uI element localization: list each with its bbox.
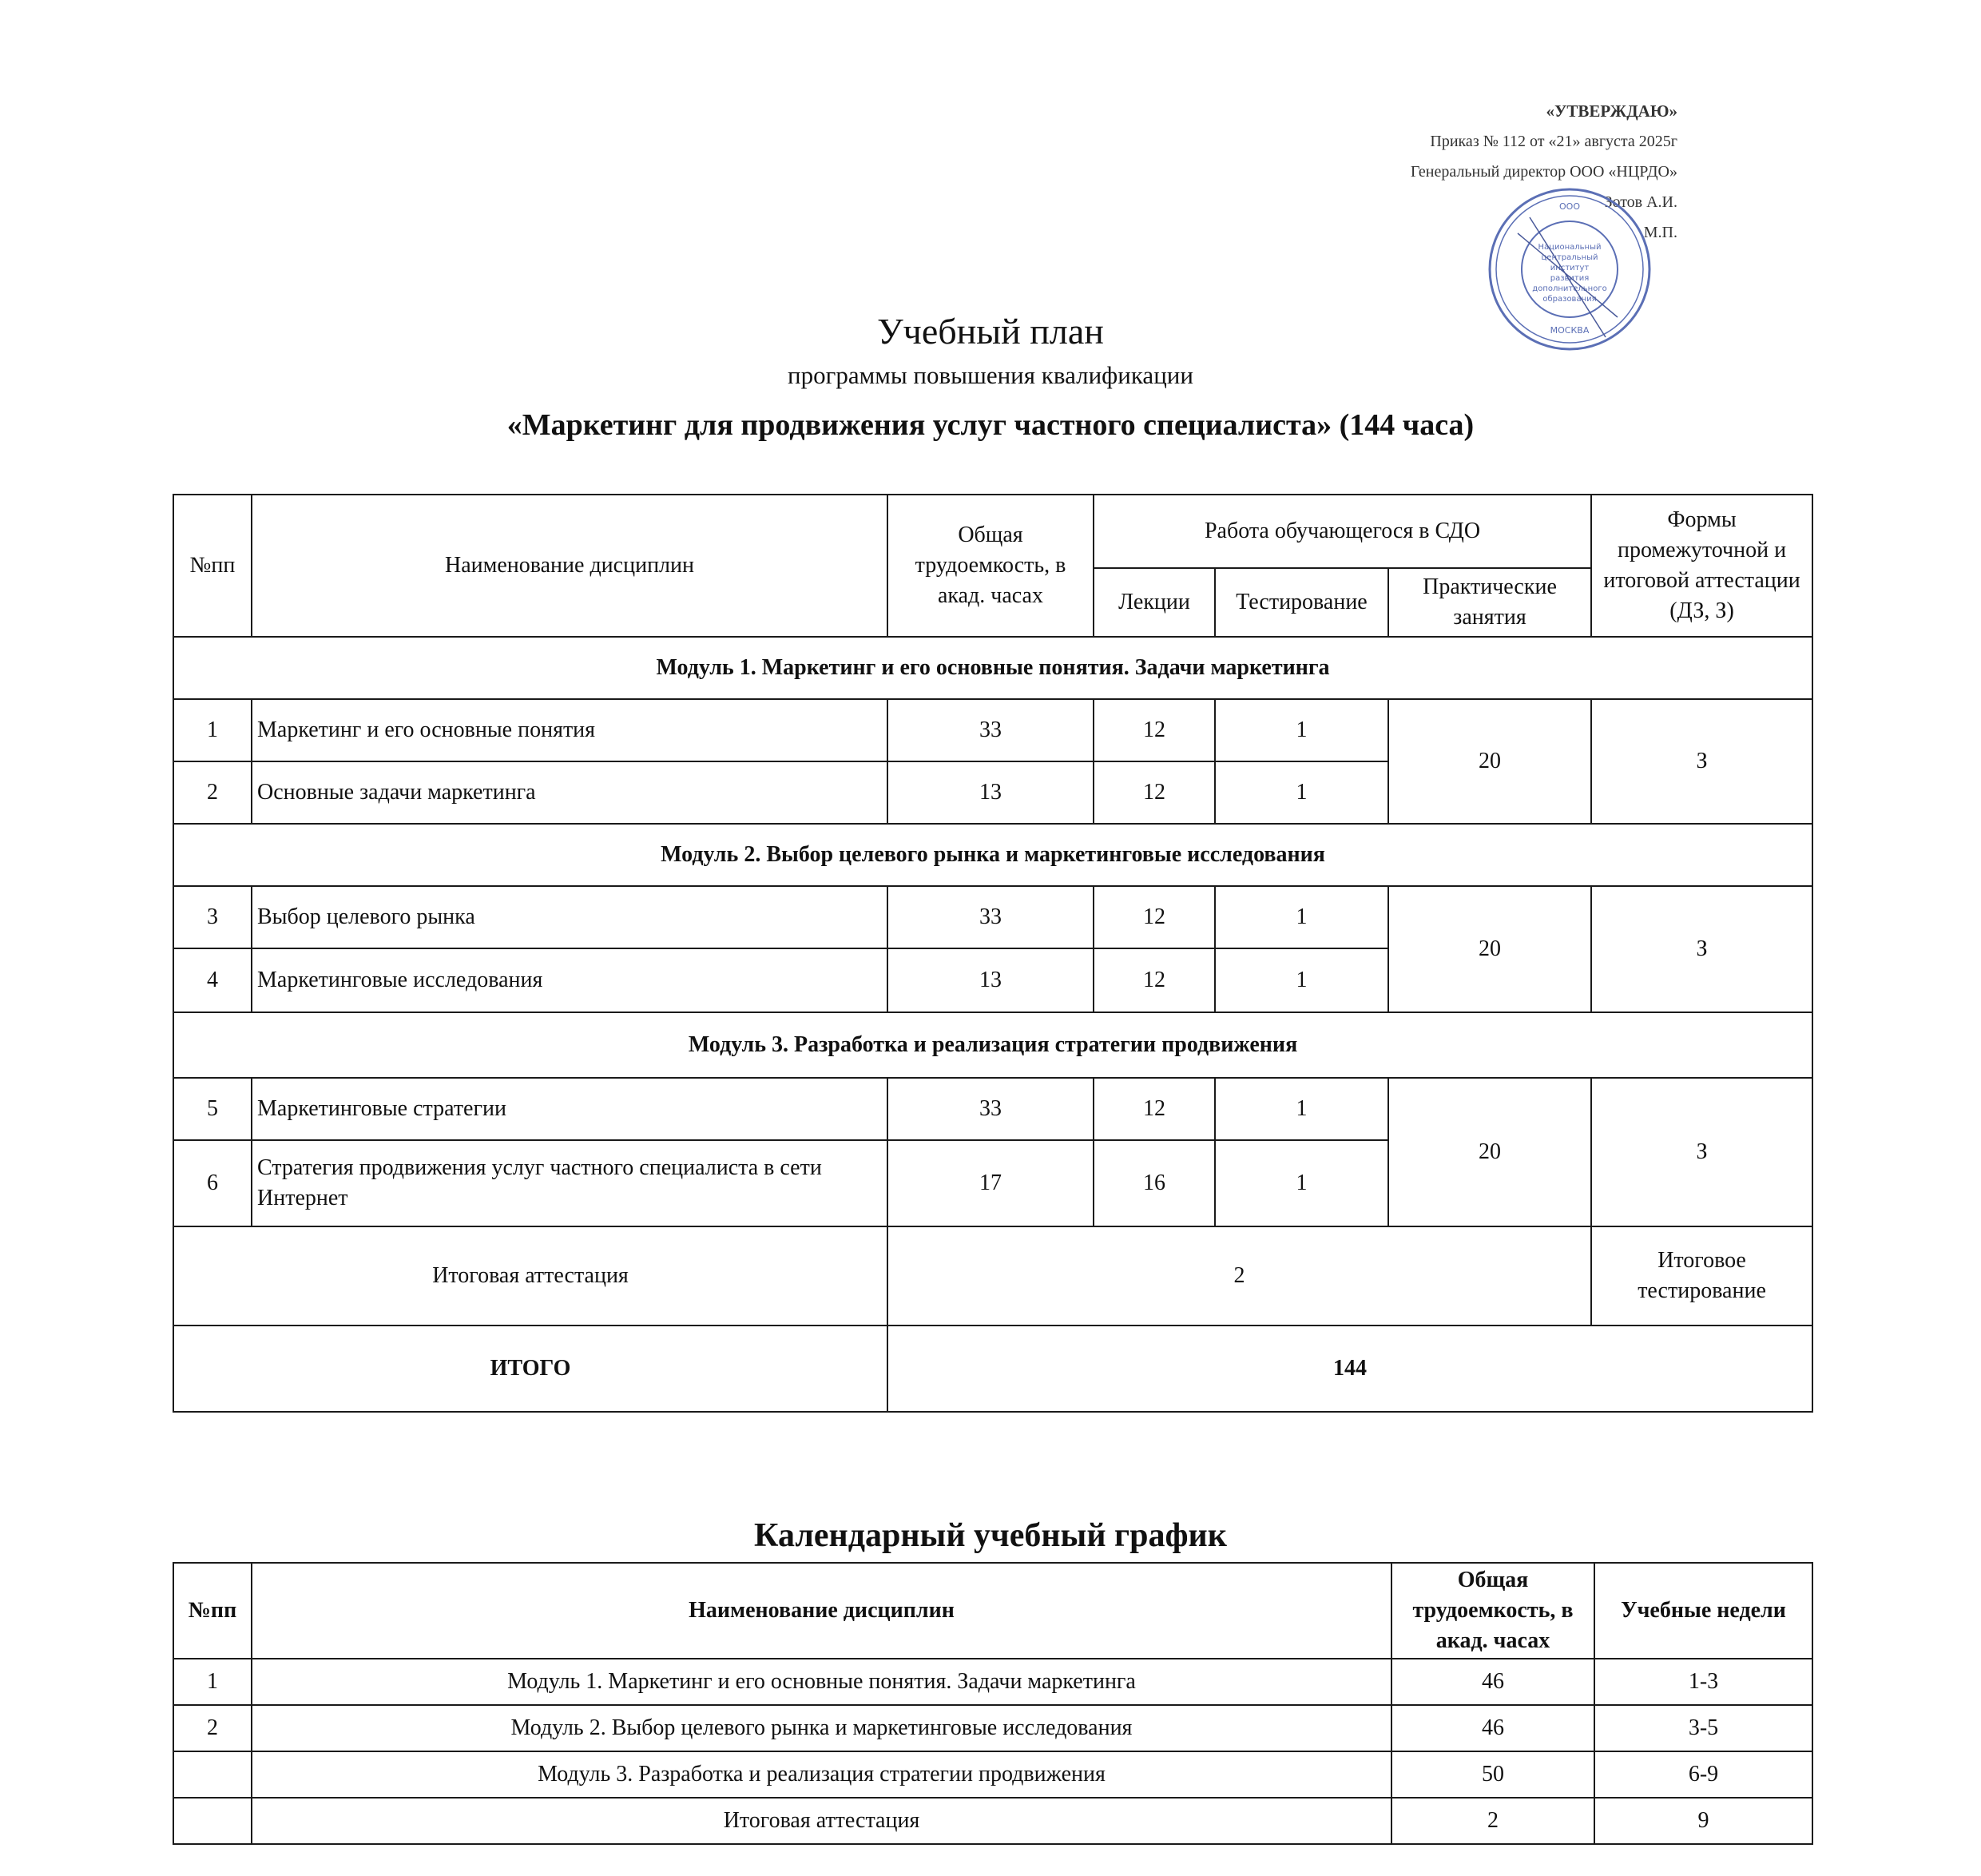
row-lectures: 12: [1094, 948, 1215, 1012]
cal-weeks: 3-5: [1594, 1705, 1812, 1751]
header-testing: Тестирование: [1215, 568, 1388, 637]
document-subtitle: программы повышения квалификации: [788, 361, 1193, 389]
approval-stamp-place: М.П.: [1643, 224, 1677, 241]
calendar-title: Календарный учебный график: [754, 1517, 1227, 1554]
cal-name: Модуль 3. Разработка и реализация стратегии продвижения: [252, 1751, 1391, 1798]
module-title: Модуль 3. Разработка и реализация стратегии продвижения: [173, 1012, 1812, 1078]
module-form: З: [1591, 886, 1812, 1012]
header-row: [173, 495, 1812, 568]
cal-weeks: 1-3: [1594, 1659, 1812, 1705]
cal-num: 1: [173, 1659, 252, 1705]
total-label: ИТОГО: [173, 1326, 887, 1412]
row-testing: 1: [1215, 948, 1388, 1012]
row-testing: 1: [1215, 699, 1388, 761]
svg-text:институт: институт: [1550, 264, 1590, 272]
row-testing: 1: [1215, 1078, 1388, 1140]
row-total: 33: [887, 1078, 1094, 1140]
curriculum-table: [173, 494, 1813, 1413]
module-practice: 20: [1388, 886, 1591, 1012]
module-form: З: [1591, 699, 1812, 824]
row-num: 4: [173, 948, 252, 1012]
module-row: [173, 1012, 1812, 1078]
row-num: 3: [173, 886, 252, 948]
svg-text:образования: образования: [1542, 295, 1597, 304]
cal-total: 46: [1391, 1659, 1594, 1705]
row-total: 33: [887, 886, 1094, 948]
header-num: №пп: [173, 495, 252, 637]
approval-position: Генеральный директор ООО «НЦРДО»: [1410, 163, 1677, 181]
total-hours: 144: [887, 1326, 1812, 1412]
cal-name: Модуль 2. Выбор целевого рынка и маркетинговые исследования: [252, 1705, 1391, 1751]
approval-name: Зотов А.И.: [1604, 193, 1677, 211]
cal-total: 2: [1391, 1798, 1594, 1844]
cal-num: 2: [173, 1705, 252, 1751]
final-form: Итоговое тестирование: [1591, 1226, 1812, 1326]
row-name: Стратегия продвижения услуг частного специалиста в сети Интернет: [252, 1140, 887, 1226]
row-lectures: 12: [1094, 699, 1215, 761]
cal-total: 50: [1391, 1751, 1594, 1798]
module-form: З: [1591, 1078, 1812, 1226]
row-num: 5: [173, 1078, 252, 1140]
cal-num: [173, 1798, 252, 1844]
approval-order: Приказ № 112 от «21» августа 2025г: [1430, 133, 1677, 150]
row-num: 6: [173, 1140, 252, 1226]
row-name: Маркетинг и его основные понятия: [252, 699, 887, 761]
total-row: [173, 1326, 1812, 1412]
row-testing: 1: [1215, 761, 1388, 824]
module-title: Модуль 1. Маркетинг и его основные понятия. Задачи маркетинга: [173, 637, 1812, 699]
document-title: Учебный план: [877, 311, 1104, 352]
cal-name: Итоговая аттестация: [252, 1798, 1391, 1844]
row-name: Маркетинговые стратегии: [252, 1078, 887, 1140]
row-total: 33: [887, 699, 1094, 761]
table-row: [173, 886, 1812, 948]
header-work-group: Работа обучающегося в СДО: [1094, 495, 1591, 568]
row-testing: 1: [1215, 1140, 1388, 1226]
final-label: Итоговая аттестация: [173, 1226, 887, 1326]
row-total: 17: [887, 1140, 1094, 1226]
module-practice: 20: [1388, 699, 1591, 824]
cal-num: [173, 1751, 252, 1798]
program-title: «Маркетинг для продвижения услуг частного специалиста» (144 часа): [506, 408, 1475, 442]
header-total: Общая трудоемкость, в акад. часах: [887, 495, 1094, 637]
calendar-header-row: [173, 1563, 1812, 1659]
svg-text:МОСКВА: МОСКВА: [1550, 325, 1590, 336]
row-lectures: 12: [1094, 886, 1215, 948]
table-row: [173, 1751, 1812, 1798]
row-num: 1: [173, 699, 252, 761]
table-row: [173, 699, 1812, 761]
module-row: [173, 824, 1812, 886]
header-forms: Формы промежуточной и итоговой аттестации (ДЗ, З): [1591, 495, 1812, 637]
cal-header-num: №пп: [173, 1563, 252, 1659]
row-total: 13: [887, 948, 1094, 1012]
calendar-table: [173, 1562, 1813, 1845]
cal-name: Модуль 1. Маркетинг и его основные понятия. Задачи маркетинга: [252, 1659, 1391, 1705]
row-testing: 1: [1215, 886, 1388, 948]
row-name: Выбор целевого рынка: [252, 886, 887, 948]
module-title: Модуль 2. Выбор целевого рынка и маркетинговые исследования: [173, 824, 1812, 886]
row-num: 2: [173, 761, 252, 824]
table-row: [173, 1705, 1812, 1751]
cal-total: 46: [1391, 1705, 1594, 1751]
approval-heading: «УТВЕРЖДАЮ»: [1546, 101, 1677, 121]
table-row: [173, 1798, 1812, 1844]
table-row: [173, 1659, 1812, 1705]
cal-weeks: 9: [1594, 1798, 1812, 1844]
module-practice: 20: [1388, 1078, 1591, 1226]
cal-header-weeks: Учебные недели: [1594, 1563, 1812, 1659]
table-row: [173, 1078, 1812, 1140]
cal-header-name: Наименование дисциплин: [252, 1563, 1391, 1659]
final-attestation-row: [173, 1226, 1812, 1326]
cal-header-total: Общая трудоемкость, в акад. часах: [1391, 1563, 1594, 1659]
header-lectures: Лекции: [1094, 568, 1215, 637]
svg-text:центральный: центральный: [1541, 253, 1598, 262]
row-total: 13: [887, 761, 1094, 824]
svg-text:развития: развития: [1550, 274, 1590, 283]
row-name: Основные задачи маркетинга: [252, 761, 887, 824]
final-hours: 2: [887, 1226, 1591, 1326]
row-lectures: 12: [1094, 1078, 1215, 1140]
svg-text:дополнительного: дополнительного: [1532, 284, 1607, 293]
row-name: Маркетинговые исследования: [252, 948, 887, 1012]
row-lectures: 12: [1094, 761, 1215, 824]
cal-weeks: 6-9: [1594, 1751, 1812, 1798]
svg-text:ООО: ООО: [1559, 201, 1580, 212]
header-name: Наименование дисциплин: [252, 495, 887, 637]
svg-text:Национальный: Национальный: [1538, 243, 1602, 252]
module-row: [173, 637, 1812, 699]
row-lectures: 16: [1094, 1140, 1215, 1226]
header-practice: Практические занятия: [1388, 568, 1591, 637]
